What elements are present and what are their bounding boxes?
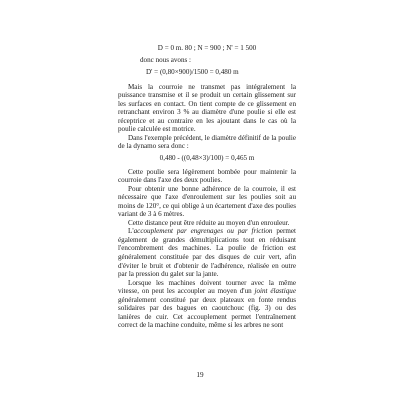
- equation-d-prime: D' = (0,80×900)/1500 = 0,480 m: [146, 68, 239, 77]
- paragraph-poulie-bombee: Cette poulie sera légèrement bombée pour maintenir la courroie dans l'axe des deux poulies.: [118, 167, 296, 185]
- line-donc-nous-avons: donc nous avons :: [140, 55, 192, 64]
- equation-diameters-speeds: D = 0 m. 80 ; N = 900 ; N' = 1 500: [157, 44, 257, 52]
- paragraph-engrenages: [118, 227, 296, 278]
- page-body: [118, 44, 296, 330]
- equation-diametre-definitif: 0,480 - ((0,48×3)/100) = 0,465 m: [159, 154, 255, 163]
- joint-rest: généralement constitué par deux plateaux en fonte rendus solidaires par des bagues en caoutchouc (fig. 3) ou des lanières de cuir. Cet accouplement permet l'entraînement correct de la machine conduite, même si les arbres ne sont: [118, 295, 296, 330]
- engrenages-lead: L': [128, 227, 134, 236]
- paragraph-exemple: Dans l'exemple précédent, le diamètre définitif de la poulie de la dynamo sera donc :: [118, 133, 296, 151]
- paragraph-glissement: Mais la courroie ne transmet pas intégralement la puissance transmise et il se produit un certain glissement sur les surfaces en contact. On tient compte de ce glissement en retranchant environ 3 % au diamètre d'une poulie si elle est réceptrice et au contraire en les ajoutant dans le cas où la poulie calculée est motrice.: [118, 82, 296, 134]
- engrenages-italic-term: accouplement par engrenages ou par friction: [133, 227, 273, 236]
- engrenages-rest: permet également de grandes démultiplications tout en réduisant l'encombrement des machines. La poulie de friction est généralement constituée par des disques de cuir vert, afin d'éviter le bruit et d'obtenir de l'adhérence, réalisée en outre par la pression du galet sur la jante.: [118, 227, 297, 279]
- paragraph-enrouleur: Cette distance peut être réduite au moyen d'un enrouleur.: [128, 218, 290, 227]
- joint-lead: Lorsque les machines doivent tourner avec la même vitesse, on peut les accoupler au moyen d'un: [118, 278, 296, 296]
- paragraph-joint-elastique: [118, 279, 296, 330]
- page-number: 19: [196, 371, 204, 379]
- paragraph-adherence: Pour obtenir une bonne adhérence de la courroie, il est nécessaire que l'axe d'enroulement sur les poulies soit au moins de 120°, ce qui oblige à un écartement d'axe des poulies variant de 3 à 6 mètres.: [118, 184, 296, 219]
- joint-italic-term: joint élastique: [254, 287, 296, 296]
